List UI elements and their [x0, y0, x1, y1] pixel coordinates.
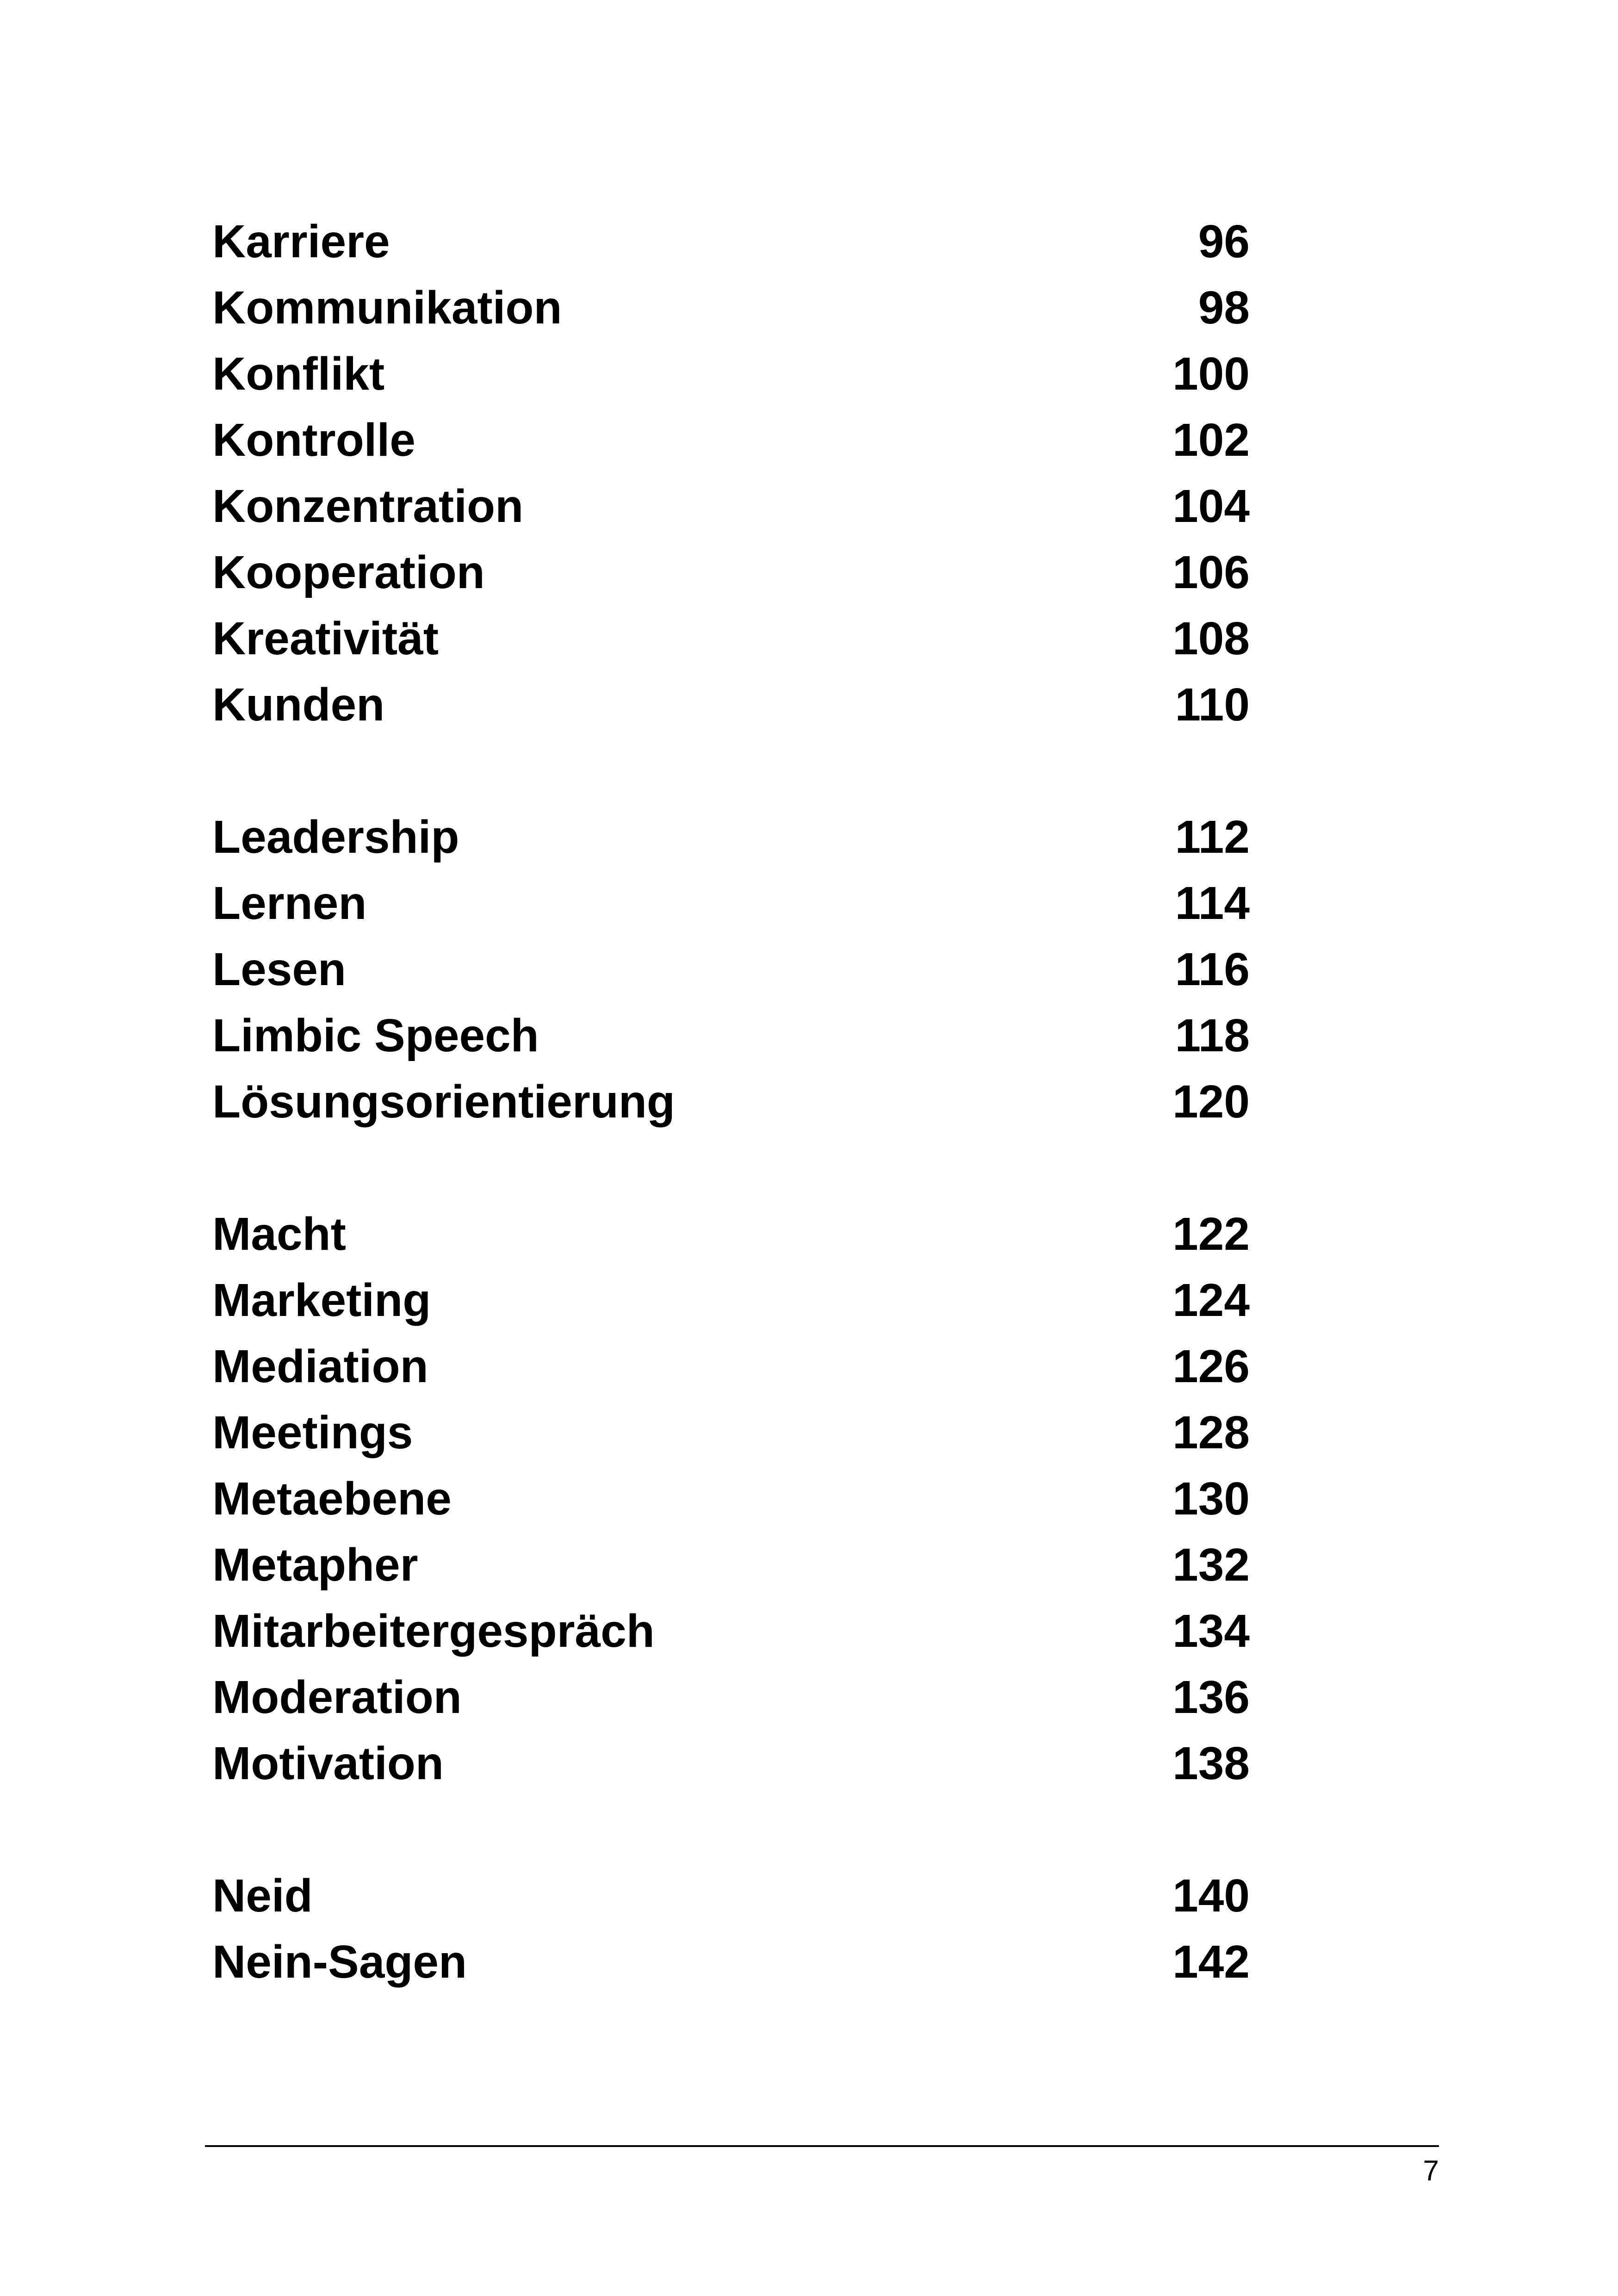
- toc-term: Kreativität: [212, 613, 439, 664]
- toc-page-number: 102: [1172, 414, 1250, 466]
- toc-entry: [212, 1863, 1250, 1929]
- toc-entry: [212, 870, 1250, 937]
- toc-entry: [212, 937, 1250, 1003]
- toc-term: Leadership: [212, 811, 459, 863]
- toc-page-number: 112: [1175, 811, 1250, 863]
- toc-entry: [212, 1069, 1250, 1135]
- toc-page-number: 136: [1172, 1671, 1250, 1723]
- toc-page-number: 108: [1172, 613, 1250, 664]
- toc-page-number: 100: [1172, 348, 1250, 400]
- toc-entry: [212, 1334, 1250, 1400]
- toc-entry: [212, 341, 1250, 407]
- toc-group-k: [212, 209, 1250, 738]
- toc-entry: [212, 1664, 1250, 1731]
- toc-page-number: 118: [1175, 1010, 1250, 1061]
- toc-term: Lösungsorientierung: [212, 1076, 675, 1128]
- toc-entry: [212, 473, 1250, 540]
- toc-term: Limbic Speech: [212, 1010, 539, 1061]
- toc-entry: [212, 1466, 1250, 1532]
- toc-entry: [212, 606, 1250, 672]
- toc-term: Karriere: [212, 216, 390, 267]
- toc-term: Kommunikation: [212, 282, 562, 334]
- toc-term: Mediation: [212, 1340, 428, 1392]
- toc-entry: [212, 540, 1250, 606]
- toc-page-number: 142: [1172, 1936, 1250, 1988]
- toc-page-number: 128: [1172, 1407, 1250, 1458]
- toc-page-number: 116: [1175, 943, 1250, 995]
- toc-page-number: 132: [1172, 1539, 1250, 1591]
- toc-page-number: 110: [1175, 679, 1250, 731]
- toc-term: Lesen: [212, 943, 347, 995]
- toc-page-number: 98: [1198, 282, 1250, 334]
- toc-entry: [212, 1003, 1250, 1069]
- toc-term: Lernen: [212, 877, 367, 929]
- toc-term: Macht: [212, 1208, 346, 1260]
- toc-entry: [212, 1532, 1250, 1598]
- toc-entry: [212, 275, 1250, 341]
- toc-term: Konflikt: [212, 348, 385, 400]
- toc-page-number: 106: [1172, 546, 1250, 598]
- page-number: 7: [1423, 2155, 1439, 2187]
- toc-term: Metapher: [212, 1539, 418, 1591]
- toc-group-l: [212, 804, 1250, 1135]
- toc-term: Kunden: [212, 679, 385, 731]
- toc-page-number: 130: [1172, 1473, 1250, 1525]
- toc-term: Kontrolle: [212, 414, 415, 466]
- table-of-contents: [212, 209, 1250, 1995]
- toc-page-number: 114: [1175, 877, 1250, 929]
- toc-page-number: 124: [1172, 1274, 1250, 1326]
- toc-entry: [212, 1400, 1250, 1466]
- toc-page-number: 134: [1172, 1605, 1250, 1657]
- toc-term: Mitarbeitergespräch: [212, 1605, 655, 1657]
- toc-term: Motivation: [212, 1738, 444, 1789]
- toc-page-number: 138: [1172, 1738, 1250, 1789]
- toc-entry: [212, 672, 1250, 738]
- toc-page-number: 120: [1172, 1076, 1250, 1128]
- toc-page-number: 104: [1172, 480, 1250, 532]
- toc-term: Meetings: [212, 1407, 413, 1458]
- toc-entry: [212, 209, 1250, 275]
- toc-group-m: [212, 1201, 1250, 1797]
- toc-page-number: 122: [1172, 1208, 1250, 1260]
- toc-entry: [212, 1929, 1250, 1995]
- toc-term: Neid: [212, 1870, 313, 1922]
- toc-entry: [212, 407, 1250, 473]
- toc-page-number: 140: [1172, 1870, 1250, 1922]
- toc-page-number: 126: [1172, 1340, 1250, 1392]
- toc-entry: [212, 1267, 1250, 1334]
- toc-term: Nein-Sagen: [212, 1936, 467, 1988]
- toc-entry: [212, 1598, 1250, 1664]
- toc-term: Metaebene: [212, 1473, 452, 1525]
- footer-divider: [205, 2145, 1439, 2147]
- toc-term: Moderation: [212, 1671, 462, 1723]
- toc-entry: [212, 1201, 1250, 1267]
- toc-term: Konzentration: [212, 480, 524, 532]
- toc-page-number: 96: [1198, 216, 1250, 267]
- toc-entry: [212, 804, 1250, 870]
- toc-group-n: [212, 1863, 1250, 1995]
- toc-term: Marketing: [212, 1274, 431, 1326]
- toc-entry: [212, 1731, 1250, 1797]
- toc-term: Kooperation: [212, 546, 485, 598]
